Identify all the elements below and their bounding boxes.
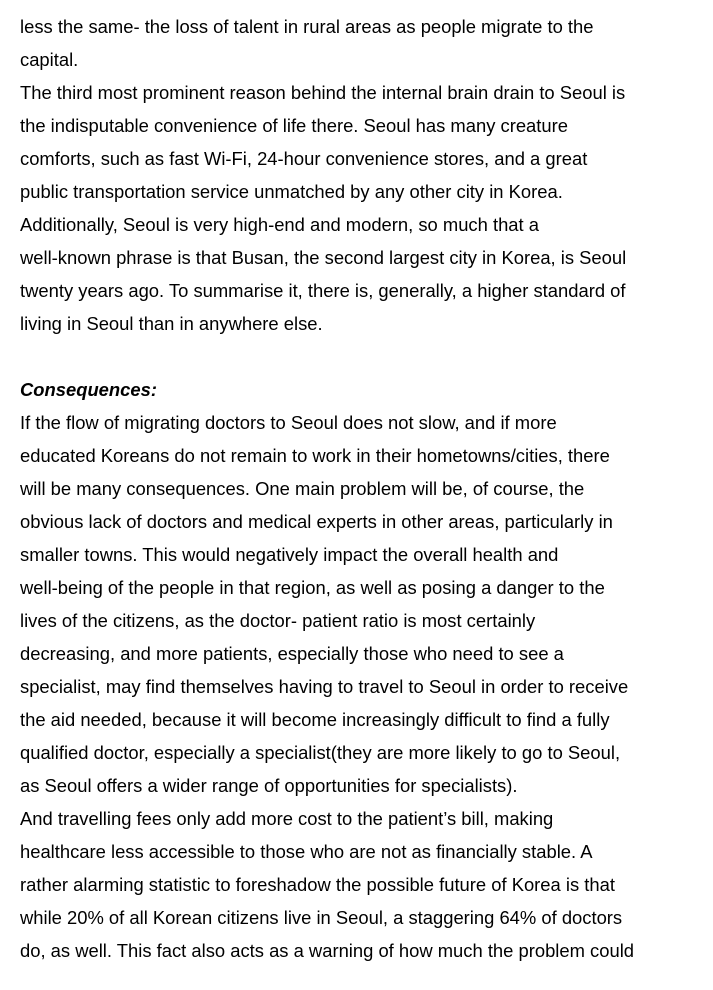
document-page	[20, 10, 700, 967]
text-line: less the same- the loss of talent in rural areas as people migrate to the	[20, 16, 594, 37]
text-line: The third most prominent reason behind the internal brain drain to Seoul is	[20, 82, 626, 103]
text-line: rather alarming statistic to foreshadow the possible future of Korea is that	[20, 874, 615, 895]
text-line: well-known phrase is that Busan, the second largest city in Korea, is Seoul	[20, 247, 627, 268]
text-line: the aid needed, because it will become increasingly difficult to find a fully	[20, 709, 610, 730]
text-line: decreasing, and more patients, especially those who need to see a	[20, 643, 564, 664]
text-line: as Seoul offers a wider range of opportunities for specialists).	[20, 775, 518, 796]
text-line: If the flow of migrating doctors to Seoul does not slow, and if more	[20, 412, 557, 433]
paragraph-rural-talent-loss	[20, 10, 700, 76]
paragraph-travelling-fees	[20, 802, 700, 967]
text-line: do, as well. This fact also acts as a warning of how much the problem could	[20, 940, 635, 961]
text-line: living in Seoul than in anywhere else.	[20, 313, 323, 334]
text-line: public transportation service unmatched by any other city in Korea.	[20, 181, 563, 202]
text-line: Additionally, Seoul is very high-end and modern, so much that a	[20, 214, 539, 235]
text-line: specialist, may find themselves having to travel to Seoul in order to receive	[20, 676, 629, 697]
text-line: obvious lack of doctors and medical experts in other areas, particularly in	[20, 511, 613, 532]
text-line: the indisputable convenience of life there. Seoul has many creature	[20, 115, 568, 136]
text-line: smaller towns. This would negatively impact the overall health and	[20, 544, 559, 565]
text-line: And travelling fees only add more cost to the patient’s bill, making	[20, 808, 554, 829]
text-line: will be many consequences. One main problem will be, of course, the	[20, 478, 585, 499]
paragraph-consequences	[20, 406, 700, 802]
text-line: well-being of the people in that region, as well as posing a danger to the	[20, 577, 605, 598]
text-line: qualified doctor, especially a specialist(they are more likely to go to Seoul,	[20, 742, 621, 763]
section-heading-consequences: Consequences:	[20, 379, 157, 400]
text-line: capital.	[20, 49, 79, 70]
text-line: while 20% of all Korean citizens live in Seoul, a staggering 64% of doctors	[20, 907, 623, 928]
text-line: comforts, such as fast Wi-Fi, 24-hour convenience stores, and a great	[20, 148, 588, 169]
text-line: lives of the citizens, as the doctor- patient ratio is most certainly	[20, 610, 536, 631]
text-line: twenty years ago. To summarise it, there is, generally, a higher standard of	[20, 280, 626, 301]
blank-line	[20, 340, 700, 373]
paragraph-convenience-of-life	[20, 76, 700, 340]
text-line: healthcare less accessible to those who are not as financially stable. A	[20, 841, 593, 862]
text-line: educated Koreans do not remain to work in their hometowns/cities, there	[20, 445, 610, 466]
